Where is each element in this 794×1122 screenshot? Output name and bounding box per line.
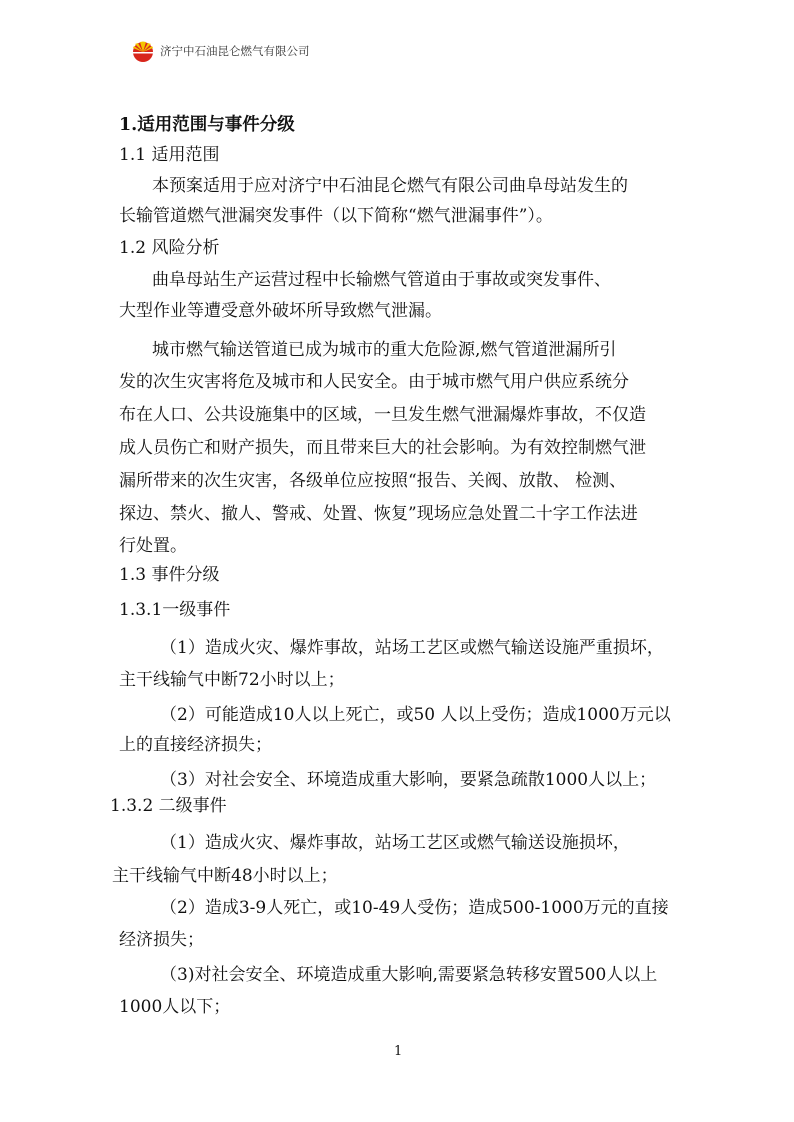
paragraph-line: 成人员伤亡和财产损失，而且带来巨大的社会影响。为有效控制燃气泄: [119, 438, 646, 458]
petrochina-logo-icon: [131, 40, 155, 62]
subsection-heading: 1.3.1一级事件: [119, 600, 231, 620]
paragraph-line: 主干线输气中断48小时以上；: [112, 866, 338, 886]
paragraph-line: 经济损失；: [119, 930, 204, 950]
subsection-heading: 1.2 风险分析: [119, 238, 220, 258]
subsection-heading: 1.1 适用范围: [119, 145, 220, 165]
paragraph-line: （1）造成火灾、爆炸事故，站场工艺区或燃气输送设施损坏，: [160, 833, 630, 853]
company-name: 济宁中石油昆仑燃气有限公司: [160, 44, 310, 58]
paragraph-line: 布在人口、公共设施集中的区域，一旦发生燃气泄漏爆炸事故，不仅造: [119, 405, 646, 425]
paragraph-line: 漏所带来的次生灾害，各级单位应按照“报告、关阀、放散、 检测、: [119, 471, 627, 491]
paragraph-line: 探边、禁火、撤人、警戒、处置、恢复”现场应急处置二十字工作法进: [119, 504, 638, 524]
page-number: 1: [394, 1044, 403, 1059]
paragraph-line: （3）对社会安全、环境造成重大影响，要紧急疏散1000人以上；: [160, 770, 657, 790]
paragraph-line: （2）造成3-9人死亡，或10-49人受伤；造成500-1000万元的直接: [160, 898, 669, 918]
subsection-heading: 1.3.2 二级事件: [110, 796, 227, 816]
paragraph-line: 行处置。: [119, 536, 187, 556]
paragraph-line: 本预案适用于应对济宁中石油昆仑燃气有限公司曲阜母站发生的: [152, 176, 628, 196]
paragraph-line: 上的直接经济损失；: [119, 735, 272, 755]
paragraph-line: 主干线输气中断72小时以上；: [119, 670, 345, 690]
paragraph-line: 发的次生灾害将危及城市和人民安全。由于城市燃气用户供应系统分: [119, 372, 629, 392]
paragraph-line: （2）可能造成10人以上死亡，或50 人以上受伤；造成1000万元以: [160, 705, 671, 725]
paragraph-line: （3)对社会安全、环境造成重大影响,需要紧急转移安置500人以上: [160, 965, 658, 985]
paragraph-line: （1）造成火灾、爆炸事故，站场工艺区或燃气输送设施严重损坏，: [160, 638, 664, 658]
paragraph-line: 城市燃气输送管道已成为城市的重大危险源,燃气管道泄漏所引: [152, 340, 617, 360]
paragraph-line: 1000人以下；: [119, 997, 231, 1017]
paragraph-line: 大型作业等遭受意外破坏所导致燃气泄漏。: [119, 301, 442, 321]
subsection-heading: 1.3 事件分级: [119, 565, 220, 585]
section-heading: 1.适用范围与事件分级: [119, 115, 295, 135]
paragraph-line: 长输管道燃气泄漏突发事件（以下简称“燃气泄漏事件”）。: [119, 206, 553, 226]
paragraph-line: 曲阜母站生产运营过程中长输燃气管道由于事故或突发事件、: [152, 270, 611, 290]
